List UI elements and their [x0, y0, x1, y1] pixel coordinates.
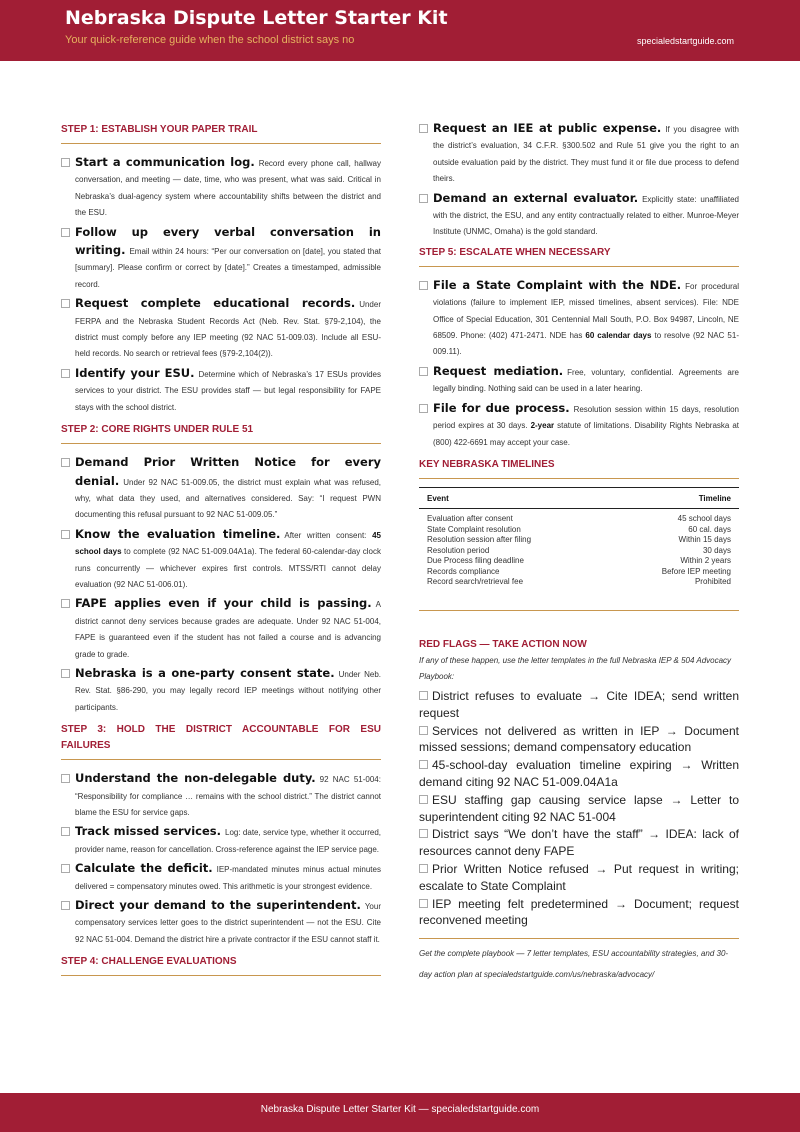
- red-flag-item: [419, 826, 739, 860]
- item-text: Email within 24 hours: “Per our conversation on [date], you stated that [summary]. Please confirm or correct by [date].” Creates a timestamped, admissible record.: [75, 247, 381, 289]
- section-divider: [419, 938, 739, 939]
- checkbox[interactable]: [419, 124, 428, 133]
- step2-heading: STEP 2: CORE RIGHTS UNDER RULE 51: [61, 424, 254, 436]
- checkbox[interactable]: [419, 281, 428, 290]
- item-lead: Demand an external evaluator.: [433, 190, 639, 205]
- timeline-event: Due Process filing deadline: [427, 556, 524, 566]
- checkbox[interactable]: [419, 194, 428, 203]
- checklist-item: [419, 190, 739, 241]
- checkbox[interactable]: [61, 864, 70, 873]
- section-divider: [419, 478, 739, 479]
- red-flag-item: [419, 861, 739, 895]
- section-divider: [61, 143, 381, 144]
- red-flags-list: [419, 688, 739, 929]
- timelines-table-header: [419, 488, 739, 509]
- section-divider: [419, 266, 739, 267]
- section-divider: [61, 975, 381, 976]
- checkbox[interactable]: [419, 760, 428, 769]
- table-row: [427, 556, 731, 567]
- checklist-item: [61, 526, 381, 594]
- red-flag-text: ESU staffing gap causing service lapse → Letter to superintendent citing 92 NAC 51-004: [419, 792, 739, 824]
- item-lead: Follow up every verbal conversation in writing.: [75, 224, 381, 258]
- checklist-item: [61, 454, 381, 524]
- item-text: to complete (92 NAC 51-009.04A1a). The federal 60-calendar-day clock runs concurrently — whichever expires first controls. MTSS/RTI cannot delay evaluation (92 NAC 51-006.01).: [75, 547, 381, 589]
- timelines-table: [419, 487, 739, 592]
- checklist-item: [419, 277, 739, 361]
- checkbox[interactable]: [419, 726, 428, 735]
- table-row: [427, 567, 731, 578]
- table-row: [427, 525, 731, 536]
- section-divider: [61, 443, 381, 444]
- step3-list: [61, 770, 381, 948]
- item-text: Determine which of Nebraska’s 17 ESUs provides services to your district. The ESU provides staff — but legal responsibility for FAPE stays with the school district.: [75, 369, 381, 412]
- page-footer: Nebraska Dispute Letter Starter Kit — specialedstartguide.com: [0, 1093, 800, 1132]
- red-flag-text: IEP meeting felt predetermined → Document; request reconvened meeting: [419, 896, 739, 928]
- checklist-item: [61, 897, 381, 948]
- red-flag-text: Services not delivered as written in IEP → Document missed sessions; demand compensatory education: [419, 723, 739, 755]
- timeline-value: Before IEP meeting: [661, 566, 731, 576]
- timeline-value: 60 cal. days: [688, 524, 731, 534]
- checklist-item: [61, 770, 381, 821]
- playbook-cta: Get the complete playbook — 7 letter templates, ESU accountability strategies, and 30-day action plan at specialedstartguide.com/us/nebraska/advocacy/: [419, 949, 729, 980]
- checkbox[interactable]: [419, 367, 428, 376]
- item-emphasis: 60 calendar days: [585, 331, 652, 341]
- item-lead: Request mediation.: [433, 363, 564, 378]
- item-lead: File for due process.: [433, 400, 570, 415]
- table-row: [427, 535, 731, 546]
- red-flag-item: [419, 723, 739, 757]
- checkbox[interactable]: [61, 369, 70, 378]
- timeline-event: Records compliance: [427, 566, 500, 576]
- checklist-item: [61, 823, 381, 858]
- step5-heading: STEP 5: ESCALATE WHEN NECESSARY: [419, 246, 611, 258]
- table-row: [427, 546, 731, 557]
- checkbox[interactable]: [61, 228, 70, 237]
- checklist-item: [61, 365, 381, 416]
- item-lead: Calculate the deficit.: [75, 861, 213, 876]
- item-lead: Direct your demand to the superintendent.: [75, 898, 361, 913]
- timeline-event: Evaluation after consent: [427, 513, 513, 523]
- step4-heading: STEP 4: CHALLENGE EVALUATIONS: [61, 956, 237, 968]
- step4-list: [419, 120, 739, 241]
- item-text: A district cannot deny services because grades are adequate. Under 92 NAC 51-004, FAPE is guaranteed even if the student has not failed a course and is advancing grade to grade.: [75, 600, 381, 659]
- step5-list: [419, 277, 739, 451]
- checklist-item: [61, 295, 381, 363]
- step1-heading: STEP 1: ESTABLISH YOUR PAPER TRAIL: [61, 124, 258, 135]
- checkbox[interactable]: [419, 404, 428, 413]
- checkbox[interactable]: [419, 899, 428, 908]
- item-text: Free, voluntary, confidential. Agreements are legally binding. Nothing said can be used in a later hearing.: [433, 367, 739, 394]
- item-lead: Start a communication log.: [75, 155, 255, 169]
- red-flag-text: Prior Written Notice refused → Put request in writing; escalate to State Complaint: [419, 862, 739, 893]
- item-lead: Understand the non-delegable duty.: [75, 771, 316, 786]
- item-text: Record every phone call, hallway conversation, and meeting — date, time, who was present, what was said. Critical in Nebraska’s dual-agency system where accountability shifts between the district and the ESU.: [75, 159, 381, 218]
- item-text: Under 92 NAC 51-009.05, the district must explain what was refused, why, what data they used, and alternatives considered. Say: “I request PWN documenting this refusal pursuant to 92 NAC 51-009.05.”: [75, 477, 381, 520]
- red-flag-item: [419, 757, 739, 791]
- checkbox[interactable]: [61, 669, 70, 678]
- timeline-value: Within 2 years: [680, 556, 731, 566]
- checklist-item: [61, 595, 381, 663]
- checkbox[interactable]: [61, 774, 70, 783]
- item-text: Under FERPA and the Nebraska Student Records Act (Neb. Rev. Stat. §79-2,104), the district must comply before any IEP meeting (92 NAC 51-009.03). Include all ESU-held records. No search or retrieval fees (§79-2,104(2)).: [75, 300, 381, 359]
- checkbox[interactable]: [419, 864, 428, 873]
- item-lead: Request complete educational records.: [75, 296, 356, 311]
- item-text: IEP-mandated minutes minus actual minutes delivered = compensatory minutes owed. This arithmetic is your strongest evidence.: [75, 865, 381, 891]
- table-row: [427, 577, 731, 588]
- item-lead: Request an IEE at public expense.: [433, 121, 662, 135]
- page-subtitle: Your quick-reference guide when the school district says no: [65, 34, 355, 46]
- item-text: Explicitly state: unaffiliated with the district, the ESU, and any entity contractually related to either. Munroe-Meyer Institute (UNMC, Omaha) is the gold standard.: [433, 194, 739, 237]
- site-url: specialedstartguide.com: [636, 36, 734, 46]
- checklist-item: [61, 224, 381, 294]
- item-text: For procedural violations (failure to implement IEP, missed timelines, absent services). File: NDE Office of Special Education, 301 Centennial Mall South, P.O. Box 94987, Lincoln, NE 68509. Phone: (402) 471-2471. NDE has: [433, 281, 739, 341]
- timeline-event: Resolution period: [427, 545, 490, 555]
- checklist-item: [61, 860, 381, 895]
- red-flag-item: [419, 792, 739, 826]
- timeline-event: State Complaint resolution: [427, 524, 521, 534]
- checkbox[interactable]: [61, 901, 70, 910]
- timeline-value: Prohibited: [694, 577, 731, 587]
- item-lead: Know the evaluation timeline.: [75, 526, 281, 541]
- item-text: Resolution session within 15 days, resolution period expires at 30 days.: [433, 404, 739, 431]
- red-flag-item: [419, 896, 739, 930]
- item-text: to resolve (92 NAC 51-009.11).: [433, 331, 739, 357]
- item-lead: Demand Prior Written Notice for every denial.: [75, 455, 381, 488]
- timeline-event: Resolution session after filing: [427, 535, 532, 545]
- table-row: [427, 514, 731, 525]
- checkbox[interactable]: [419, 795, 428, 804]
- checkbox[interactable]: [61, 158, 70, 167]
- right-column: [419, 120, 739, 985]
- red-flag-text: District says “We don’t have the staff” → IDEA: lack of resources cannot deny FAPE: [419, 827, 739, 859]
- section-divider: [61, 759, 381, 760]
- checkbox[interactable]: [61, 458, 70, 467]
- checkbox[interactable]: [419, 691, 428, 700]
- red-flag-text: 45-school-day evaluation timeline expiring → Written demand citing 92 NAC 51-009.04A1a: [419, 758, 739, 790]
- item-text: 92 NAC 51-004: “Responsibility for compliance … remains with the school district.” The district cannot blame the ESU for service gaps.: [75, 775, 381, 817]
- timelines-table-body: [419, 509, 739, 592]
- item-text: Log: date, service type, whether it occurred, provider name, reason for cancellation. Cross-reference against the IEP service page.: [75, 828, 381, 854]
- step1-list: [61, 154, 381, 416]
- timeline-value: 30 days: [702, 545, 731, 555]
- item-text: After written consent:: [284, 530, 367, 540]
- page-title: Nebraska Dispute Letter Starter Kit: [65, 7, 448, 29]
- col-timeline-header: Timeline: [698, 493, 731, 503]
- red-flag-text: District refuses to evaluate → Cite IDEA; send written request: [419, 689, 739, 720]
- item-lead: Nebraska is a one-party consent state.: [75, 665, 335, 680]
- section-divider: [419, 610, 739, 611]
- item-text: If you disagree with the district’s evaluation, 34 C.F.R. §300.502 and Rule 51 give you the right to an outside evaluation paid by the district. They must fund it or file due process to defend theirs.: [433, 125, 739, 184]
- red-flags-heading: RED FLAGS — TAKE ACTION NOW: [419, 639, 587, 651]
- checklist-item: [419, 400, 739, 451]
- item-lead: Track missed services.: [75, 824, 221, 839]
- item-lead: File a State Complaint with the NDE.: [433, 277, 682, 292]
- item-emphasis: 2-year: [530, 421, 555, 431]
- step2-list: [61, 454, 381, 716]
- col-event-header: Event: [427, 493, 449, 503]
- checklist-item: [419, 120, 739, 188]
- checkbox[interactable]: [61, 827, 70, 836]
- timelines-heading: KEY NEBRASKA TIMELINES: [419, 458, 555, 470]
- item-lead: Identify your ESU.: [75, 365, 195, 380]
- timeline-event: Record search/retrieval fee: [427, 577, 524, 587]
- item-text: statute of limitations. Disability Rights Nebraska at (800) 422-6691 may accept your case.: [433, 421, 739, 447]
- checkbox[interactable]: [61, 530, 70, 539]
- step3-heading: STEP 3: HOLD THE DISTRICT ACCOUNTABLE FOR ESU FAILURES: [61, 724, 381, 752]
- left-column: [61, 122, 381, 986]
- item-lead: FAPE applies even if your child is passing.: [75, 596, 372, 611]
- page-header: [0, 0, 800, 61]
- checklist-item: [419, 363, 739, 398]
- checkbox[interactable]: [61, 599, 70, 608]
- item-text: Your compensatory services letter goes to the district superintendent — not the ESU. Cite 92 NAC 51-004. Demand the district hire a private contractor if the ESU cannot staff it.: [75, 902, 381, 944]
- checkbox[interactable]: [419, 829, 428, 838]
- item-emphasis: 45 school days: [75, 530, 381, 557]
- item-text: Under Neb. Rev. Stat. §86-290, you may legally record IEP meetings without notifying other participants.: [75, 669, 381, 712]
- timeline-value: Within 15 days: [678, 535, 731, 545]
- checklist-item: [61, 154, 381, 222]
- checklist-item: [61, 665, 381, 716]
- timeline-value: 45 school days: [677, 513, 731, 523]
- checkbox[interactable]: [61, 299, 70, 308]
- red-flags-intro: If any of these happen, use the letter templates in the full Nebraska IEP & 504 Advocacy Playbook:: [419, 656, 732, 682]
- red-flag-item: [419, 688, 739, 722]
